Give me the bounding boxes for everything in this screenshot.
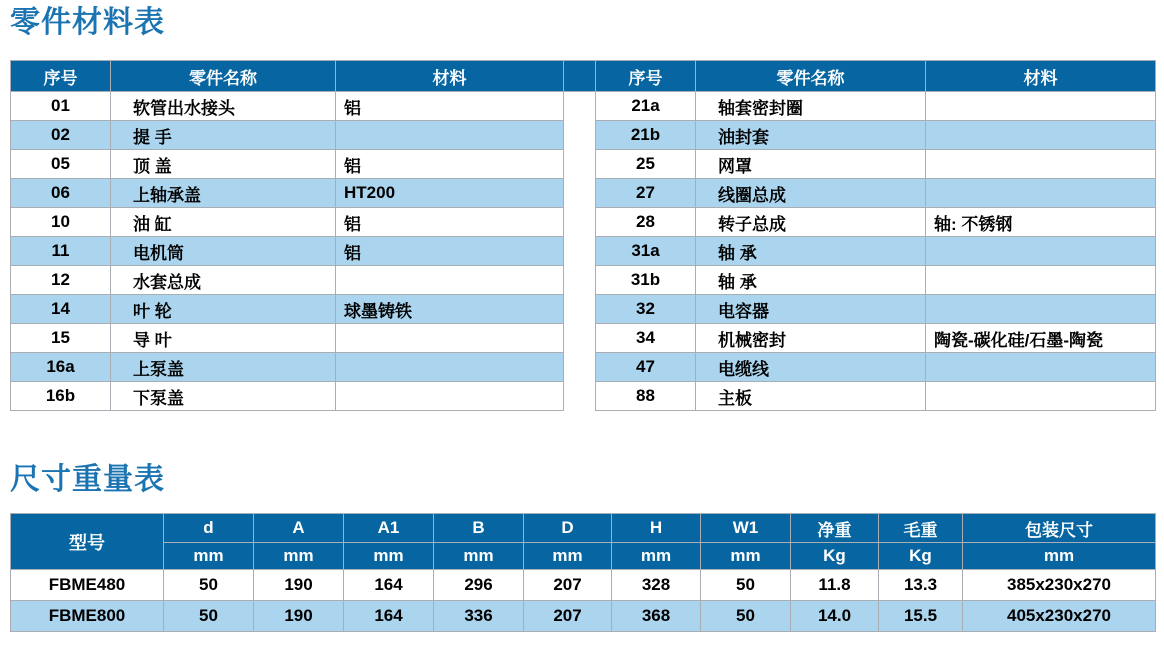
part-name: 电缆线 <box>696 353 926 382</box>
part-material: 球墨铸铁 <box>336 295 564 324</box>
part-name: 提 手 <box>111 121 336 150</box>
part-serial: 27 <box>596 179 696 208</box>
dimension-value-cell: 164 <box>344 601 434 632</box>
col-header-unit: mm <box>434 543 524 570</box>
part-name: 线圈总成 <box>696 179 926 208</box>
col-header-model: 型号 <box>11 514 164 570</box>
part-serial: 01 <box>11 92 111 121</box>
col-header-label: D <box>524 514 612 543</box>
dimension-value-cell: 11.8 <box>791 570 879 601</box>
part-name: 导 叶 <box>111 324 336 353</box>
part-material: 铝 <box>336 92 564 121</box>
model-cell: FBME800 <box>11 601 164 632</box>
col-header-material-right: 材料 <box>926 61 1156 92</box>
part-serial: 05 <box>11 150 111 179</box>
dims-table-row <box>11 570 1156 601</box>
part-serial: 34 <box>596 324 696 353</box>
col-header-label: H <box>612 514 701 543</box>
part-serial: 32 <box>596 295 696 324</box>
parts-table-row <box>11 295 1156 324</box>
part-name: 上轴承盖 <box>111 179 336 208</box>
dimension-value-cell: 296 <box>434 570 524 601</box>
part-serial: 15 <box>11 324 111 353</box>
col-header-unit: mm <box>612 543 701 570</box>
spacer-cell <box>564 237 596 266</box>
part-name: 网罩 <box>696 150 926 179</box>
part-serial: 21a <box>596 92 696 121</box>
spacer-cell <box>564 353 596 382</box>
col-header-unit: mm <box>164 543 254 570</box>
model-cell: FBME480 <box>11 570 164 601</box>
parts-table-row <box>11 324 1156 353</box>
part-name: 机械密封 <box>696 324 926 353</box>
dimension-value-cell: 336 <box>434 601 524 632</box>
dimension-value-cell: 50 <box>701 570 791 601</box>
col-header-label: 包装尺寸 <box>963 514 1156 543</box>
part-serial: 10 <box>11 208 111 237</box>
part-material <box>926 266 1156 295</box>
dimension-value-cell: 50 <box>164 601 254 632</box>
spacer-cell <box>564 266 596 295</box>
parts-table-row <box>11 237 1156 266</box>
part-material <box>926 295 1156 324</box>
col-header-unit: Kg <box>879 543 963 570</box>
part-serial: 28 <box>596 208 696 237</box>
part-material <box>926 92 1156 121</box>
col-header-label: 毛重 <box>879 514 963 543</box>
spacer-cell <box>564 208 596 237</box>
dimension-value-cell: 405x230x270 <box>963 601 1156 632</box>
parts-table-row <box>11 266 1156 295</box>
dimensions-weight-table <box>10 513 1156 632</box>
spacer-cell <box>564 121 596 150</box>
part-material <box>336 382 564 411</box>
part-name: 轴 承 <box>696 266 926 295</box>
spacer-cell <box>564 295 596 324</box>
spacer-header-cell <box>564 61 596 92</box>
dims-table-body <box>11 570 1156 632</box>
dimension-value-cell: 207 <box>524 601 612 632</box>
part-material <box>926 179 1156 208</box>
part-serial: 31a <box>596 237 696 266</box>
part-material <box>926 237 1156 266</box>
part-name: 顶 盖 <box>111 150 336 179</box>
part-name: 软管出水接头 <box>111 92 336 121</box>
part-serial: 47 <box>596 353 696 382</box>
col-header-unit: mm <box>524 543 612 570</box>
part-name: 上泵盖 <box>111 353 336 382</box>
col-header-name-right: 零件名称 <box>696 61 926 92</box>
parts-table-row <box>11 382 1156 411</box>
col-header-unit: Kg <box>791 543 879 570</box>
part-material <box>336 353 564 382</box>
parts-table-header-row <box>11 61 1156 92</box>
col-header-unit: mm <box>701 543 791 570</box>
part-name: 下泵盖 <box>111 382 336 411</box>
part-name: 轴套密封圈 <box>696 92 926 121</box>
col-header-serial-right: 序号 <box>596 61 696 92</box>
part-name: 电机筒 <box>111 237 336 266</box>
col-header-label: d <box>164 514 254 543</box>
part-material <box>336 266 564 295</box>
part-material: 铝 <box>336 237 564 266</box>
col-header-label: 净重 <box>791 514 879 543</box>
spacer-cell <box>564 150 596 179</box>
col-header-material-left: 材料 <box>336 61 564 92</box>
dimension-value-cell: 207 <box>524 570 612 601</box>
part-serial: 16b <box>11 382 111 411</box>
dims-table-row <box>11 601 1156 632</box>
parts-table-row <box>11 353 1156 382</box>
part-name: 电容器 <box>696 295 926 324</box>
part-serial: 14 <box>11 295 111 324</box>
part-serial: 25 <box>596 150 696 179</box>
part-material <box>926 121 1156 150</box>
part-material <box>926 382 1156 411</box>
part-material: 铝 <box>336 208 564 237</box>
part-serial: 11 <box>11 237 111 266</box>
part-name: 叶 轮 <box>111 295 336 324</box>
spacer-cell <box>564 179 596 208</box>
part-serial: 21b <box>596 121 696 150</box>
part-material: 轴: 不锈钢 <box>926 208 1156 237</box>
parts-table-title: 零件材料表 <box>10 6 165 39</box>
dimension-value-cell: 50 <box>164 570 254 601</box>
dimension-value-cell: 368 <box>612 601 701 632</box>
spacer-cell <box>564 324 596 353</box>
part-serial: 88 <box>596 382 696 411</box>
dimensions-table-title: 尺寸重量表 <box>10 463 165 496</box>
part-name: 轴 承 <box>696 237 926 266</box>
spacer-cell <box>564 382 596 411</box>
part-serial: 31b <box>596 266 696 295</box>
dimension-value-cell: 190 <box>254 570 344 601</box>
col-header-unit: mm <box>344 543 434 570</box>
part-name: 主板 <box>696 382 926 411</box>
part-material <box>336 324 564 353</box>
dimension-value-cell: 164 <box>344 570 434 601</box>
part-name: 油封套 <box>696 121 926 150</box>
col-header-unit: mm <box>963 543 1156 570</box>
parts-table-row <box>11 121 1156 150</box>
col-header-label: A <box>254 514 344 543</box>
parts-table-row <box>11 150 1156 179</box>
parts-table-row <box>11 92 1156 121</box>
dims-header-units-row <box>11 543 1156 570</box>
part-material <box>926 150 1156 179</box>
parts-table-row <box>11 208 1156 237</box>
dimension-value-cell: 14.0 <box>791 601 879 632</box>
part-serial: 06 <box>11 179 111 208</box>
dimension-value-cell: 328 <box>612 570 701 601</box>
dimension-value-cell: 15.5 <box>879 601 963 632</box>
spacer-cell <box>564 92 596 121</box>
col-header-label: A1 <box>344 514 434 543</box>
part-material: 铝 <box>336 150 564 179</box>
dimension-value-cell: 50 <box>701 601 791 632</box>
col-header-label: B <box>434 514 524 543</box>
parts-table-row <box>11 179 1156 208</box>
part-material <box>336 121 564 150</box>
part-material: HT200 <box>336 179 564 208</box>
parts-table-body <box>11 92 1156 411</box>
dimension-value-cell: 385x230x270 <box>963 570 1156 601</box>
dimension-value-cell: 190 <box>254 601 344 632</box>
part-serial: 12 <box>11 266 111 295</box>
col-header-unit: mm <box>254 543 344 570</box>
part-material <box>926 353 1156 382</box>
dims-header-labels-row <box>11 514 1156 543</box>
col-header-label: W1 <box>701 514 791 543</box>
col-header-serial-left: 序号 <box>11 61 111 92</box>
part-serial: 16a <box>11 353 111 382</box>
dimension-value-cell: 13.3 <box>879 570 963 601</box>
part-name: 油 缸 <box>111 208 336 237</box>
parts-material-table <box>10 60 1156 411</box>
col-header-name-left: 零件名称 <box>111 61 336 92</box>
part-serial: 02 <box>11 121 111 150</box>
part-name: 水套总成 <box>111 266 336 295</box>
part-name: 转子总成 <box>696 208 926 237</box>
part-material: 陶瓷-碳化硅/石墨-陶瓷 <box>926 324 1156 353</box>
